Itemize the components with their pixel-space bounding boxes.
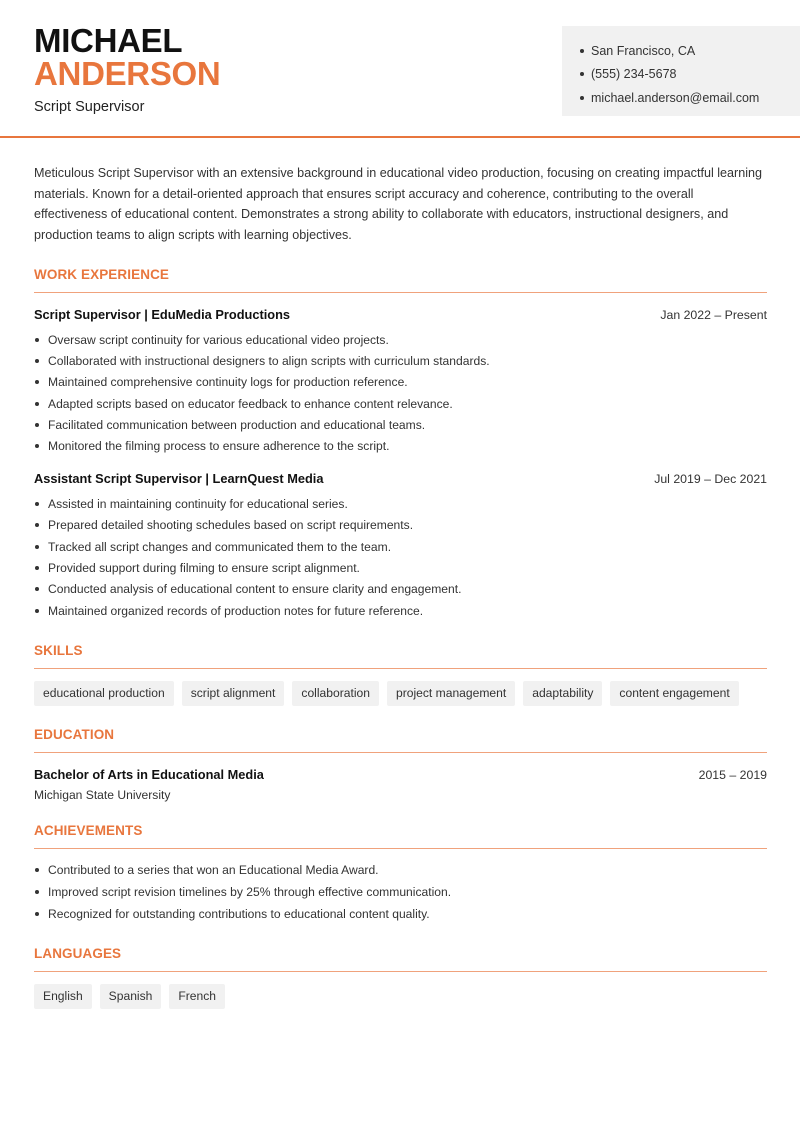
list-item-text: Oversaw script continuity for various educational video projects. <box>48 332 389 347</box>
bullet-icon <box>35 380 39 384</box>
list-item <box>34 515 767 536</box>
job-title: Assistant Script Supervisor | LearnQuest Media <box>34 471 324 487</box>
degree-title: Bachelor of Arts in Educational Media <box>34 766 264 782</box>
list-item <box>34 493 767 514</box>
list-item <box>34 557 767 578</box>
skill-tag: adaptability <box>523 681 602 706</box>
skill-tag: script alignment <box>182 681 285 706</box>
contact-phone <box>580 63 800 87</box>
list-item-text: Maintained organized records of production notes for future reference. <box>48 603 424 618</box>
list-item <box>34 329 767 350</box>
education-date: 2015 – 2019 <box>698 767 767 782</box>
job-role: Script Supervisor <box>34 99 145 115</box>
list-item <box>34 536 767 557</box>
bullet-icon <box>35 502 39 506</box>
bullet-icon <box>35 423 39 427</box>
list-item-text: Collaborated with instructional designers to align scripts with curriculum standards. <box>48 353 490 368</box>
list-item-text: Provided support during filming to ensure script alignment. <box>48 561 360 576</box>
bullet-icon <box>580 96 584 100</box>
skills-list <box>34 681 767 706</box>
job-date: Jan 2022 – Present <box>660 307 767 322</box>
list-item <box>34 903 767 924</box>
list-item <box>34 436 767 457</box>
resume-header <box>0 0 800 138</box>
section-title-achievements: ACHIEVEMENTS <box>34 823 767 849</box>
list-item <box>34 393 767 414</box>
contact-location <box>580 39 800 63</box>
job-date: Jul 2019 – Dec 2021 <box>654 472 767 487</box>
education-header <box>34 767 767 782</box>
bullet-icon <box>35 587 39 591</box>
list-item-text: Contributed to a series that won an Educational Media Award. <box>48 863 379 878</box>
resume-body <box>34 163 767 1009</box>
list-item-text: Monitored the filming process to ensure adherence to the script. <box>48 439 390 454</box>
skill-tag: collaboration <box>292 681 379 706</box>
list-item <box>34 414 767 435</box>
section-title-work: WORK EXPERIENCE <box>34 267 767 293</box>
list-item-text: Improved script revision timelines by 25% through effective communication. <box>48 885 452 900</box>
list-item <box>34 881 767 904</box>
skill-tag: educational production <box>34 681 174 706</box>
bullet-icon <box>35 402 39 406</box>
job-header <box>34 307 767 322</box>
list-item <box>34 860 767 881</box>
contact-box <box>562 26 800 116</box>
school-name: Michigan State University <box>34 787 171 802</box>
language-tag: Spanish <box>100 984 162 1009</box>
achievements-list <box>34 860 767 925</box>
contact-location-text: San Francisco, CA <box>591 43 696 58</box>
bullet-icon <box>35 912 39 916</box>
job-header <box>34 471 767 486</box>
section-title-skills: SKILLS <box>34 643 767 669</box>
list-item-text: Recognized for outstanding contributions to educational content quality. <box>48 907 430 922</box>
skill-tag: content engagement <box>610 681 738 706</box>
contact-email-text: michael.anderson@email.com <box>591 90 760 105</box>
bullet-icon <box>35 609 39 613</box>
bullet-icon <box>35 359 39 363</box>
list-item-text: Prepared detailed shooting schedules based on script requirements. <box>48 518 414 533</box>
skill-tag: project management <box>387 681 515 706</box>
last-name: ANDERSON <box>34 55 221 92</box>
bullet-icon <box>35 868 39 872</box>
bullet-icon <box>580 49 584 53</box>
first-name: MICHAEL <box>34 22 183 59</box>
list-item <box>34 579 767 600</box>
job-bullets <box>34 329 767 457</box>
section-title-education: EDUCATION <box>34 727 767 753</box>
contact-phone-text: (555) 234-5678 <box>591 67 677 82</box>
job-title: Script Supervisor | EduMedia Productions <box>34 306 291 322</box>
bullet-icon <box>580 72 584 76</box>
bullet-icon <box>35 523 39 527</box>
list-item-text: Adapted scripts based on educator feedback to enhance content relevance. <box>48 396 453 411</box>
section-title-languages: LANGUAGES <box>34 946 767 972</box>
list-item-text: Assisted in maintaining continuity for educational series. <box>48 496 348 511</box>
list-item <box>34 372 767 393</box>
list-item <box>34 350 767 371</box>
list-item-text: Conducted analysis of educational content to ensure clarity and engagement. <box>48 582 462 597</box>
bullet-icon <box>35 890 39 894</box>
summary-text: Meticulous Script Supervisor with an extensive background in educational video production, focusing on creating impactful learning materials. Known for a detail-oriented approach that ensures script accuracy and coherence, contributing to the overall effectiveness of educational content. Demonstrates a strong ability to collaborate with educators, instructional designers, and production teams to align scripts with learning objectives. <box>34 166 763 243</box>
bullet-icon <box>35 566 39 570</box>
list-item-text: Facilitated communication between production and educational teams. <box>48 418 426 433</box>
list-item-text: Tracked all script changes and communicated them to the team. <box>48 539 392 554</box>
list-item <box>34 600 767 621</box>
language-tag: English <box>34 984 92 1009</box>
contact-email <box>580 86 800 110</box>
bullet-icon <box>35 545 39 549</box>
languages-list <box>34 984 767 1009</box>
list-item-text: Maintained comprehensive continuity logs for production reference. <box>48 375 408 390</box>
bullet-icon <box>35 338 39 342</box>
language-tag: French <box>169 984 225 1009</box>
job-bullets <box>34 493 767 621</box>
bullet-icon <box>35 444 39 448</box>
